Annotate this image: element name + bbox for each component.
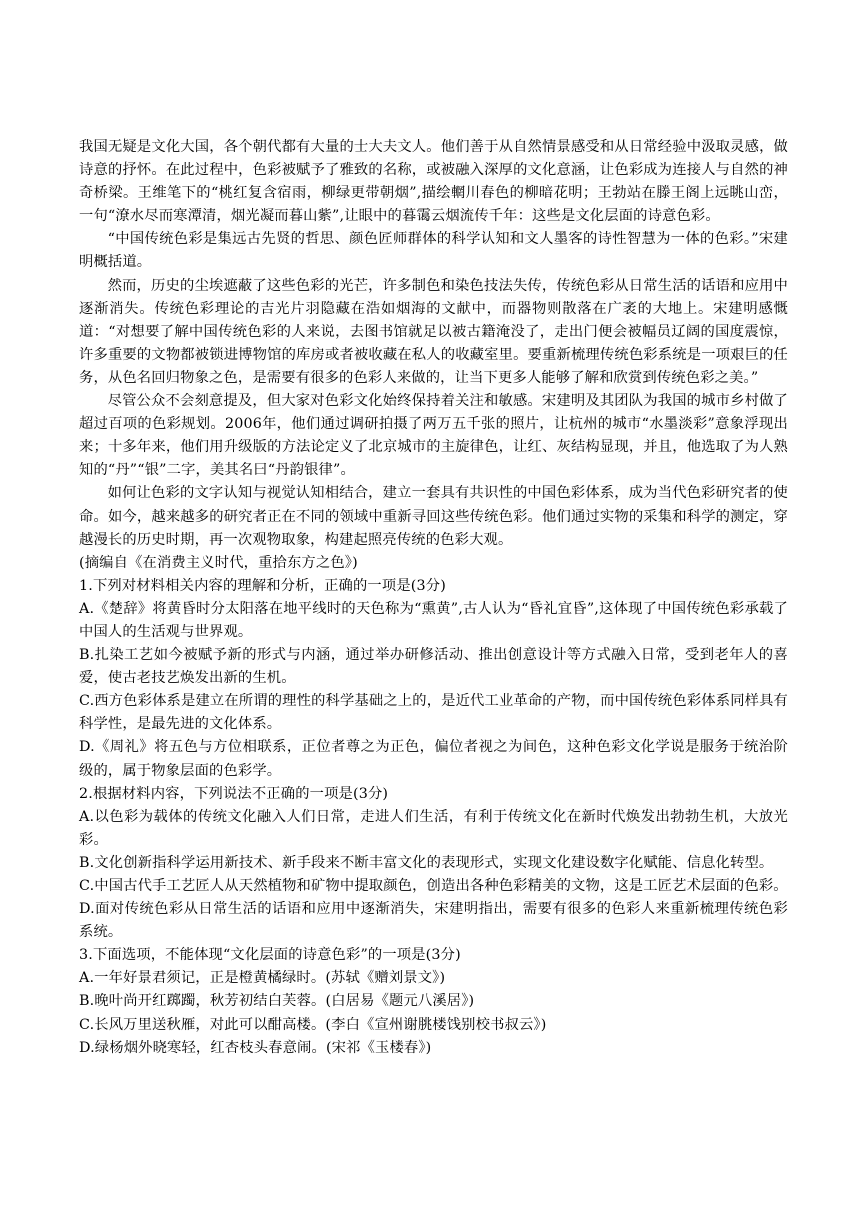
passage-paragraph-4: 尽管公众不会刻意提及，但大家对色彩文化始终保持着关注和敏感。宋建明及其团队为我国的城市乡村做了超过百项的色彩规划。2006年，他们通过调研拍摄了两万五千张的照片，让杭州的城市“水墨淡彩”意象浮现出来；十多年来，他们用升级版的方法论定义了北京城市的主旋律色，让红、灰结构显现，并且，他选取了为人熟知的“丹”“银”二字，美其名曰“丹韵银律”。 [79,393,788,479]
question-1 [79,575,788,783]
option-c: C.长风万里送秋雁，对此可以酣高楼。(李白《宣州谢朓楼饯别校书叔云》) [79,1016,547,1033]
option-b: B.扎染工艺如今被赋予新的形式与内涵，通过举办研修活动、推出创意设计等方式融入日常，受到老年人的喜爱，使古老技艺焕发出新的生机。 [79,647,788,687]
option-d: D.绿杨烟外晓寒轻，红杏枝头春意闹。(宋祁《玉楼春》) [79,1039,432,1056]
question-stem: 3.下面选项，不能体现“文化层面的诗意色彩”的一项是(3分) [79,947,461,964]
option-d: D.《周礼》将五色与方位相联系，正位者尊之为正色，偏位者视之为间色，这种色彩文化学说是服务于统治阶级的，属于物象层面的色彩学。 [79,739,788,779]
option-a: A.《楚辞》将黄昏时分太阳落在地平线时的天色称为“熏黄”,古人认为“昏礼宜昏”,这体现了中国传统色彩承载了中国人的生活观与世界观。 [79,600,788,640]
question-stem: 1.下列对材料相关内容的理解和分析，正确的一项是(3分) [79,577,446,594]
question-3 [79,944,788,1059]
passage-paragraph-2: “中国传统色彩是集远古先贤的哲思、颜色匠师群体的科学认知和文人墨客的诗性智慧为一体的色彩。”宋建明概括道。 [79,231,788,271]
option-a: A.以色彩为载体的传统文化融入人们日常，走进人们生活，有利于传统文化在新时代焕发出勃勃生机，大放光彩。 [79,808,788,848]
passage-paragraph-3: 然而，历史的尘埃遮蔽了这些色彩的光芒，许多制色和染色技法失传，传统色彩从日常生活的话语和应用中逐渐消失。传统色彩理论的吉光片羽隐藏在浩如烟海的文献中，而器物则散落在广袤的大地上。宋建明感慨道：“对想要了解中国传统色彩的人来说，去图书馆就足以被古籍淹没了，走出门便会被幅员辽阔的国度震惊，许多重要的文物都被锁进博物馆的库房或者被收藏在私人的收藏室里。要重新梳理传统色彩系统是一项艰巨的任务，从色名回归物象之色，是需要有很多的色彩人来做的，让当下更多人能够了解和欣赏到传统色彩之美。” [79,277,788,386]
passage-source: (摘编自《在消费主义时代，重拾东方之色》) [79,554,358,571]
option-c: C.中国古代手工艺匠人从天然植物和矿物中提取颜色，创造出各种色彩精美的文物，这是工匠艺术层面的色彩。 [79,878,788,894]
option-d: D.面对传统色彩从日常生活的话语和应用中逐渐消失，宋建明指出，需要有很多的色彩人来重新梳理传统色彩系统。 [79,901,788,941]
option-c: C.西方色彩体系是建立在所谓的理性的科学基础之上的，是近代工业革命的产物，而中国传统色彩体系同样具有科学性，是最先进的文化体系。 [79,693,788,733]
passage-paragraph-1: 我国无疑是文化大国，各个朝代都有大量的士大夫文人。他们善于从自然情景感受和从日常经验中汲取灵感，做诗意的抒怀。在此过程中，色彩被赋予了雅致的名称，或被融入深厚的文化意涵，让色彩成为连接人与自然的神奇桥梁。王维笔下的“桃红复含宿雨，柳绿更带朝烟”,描绘輞川春色的柳暗花明；王勃站在滕王阁上远眺山峦，一句“潦水尽而寒潭清，烟光凝而暮山紫”,让眼中的暮霭云烟流传千年：这些是文化层面的诗意色彩。 [79,139,788,225]
option-a: A.一年好景君须记，正是橙黄橘绿时。(苏轼《赠刘景文》) [79,970,446,987]
option-b: B.晚叶尚开红踯躅，秋芳初结白芙蓉。(白居易《题元八溪居》) [79,993,475,1010]
question-stem: 2.根据材料内容，下列说法不正确的一项是(3分) [79,785,389,802]
question-2 [79,783,788,945]
passage-paragraph-5: 如何让色彩的文字认知与视觉认知相结合，建立一套具有共识性的中国色彩体系，成为当代色彩研究者的使命。如今，越来越多的研究者正在不同的领域中重新寻回这些传统色彩。他们通过实物的采集和科学的测定，穿越漫长的历史时期，再一次观物取象，构建起照亮传统的色彩大观。 [79,485,788,548]
option-b: B.文化创新指科学运用新技术、新手段来不断丰富文化的表现形式，实现文化建设数字化赋能、信息化转型。 [79,854,774,871]
